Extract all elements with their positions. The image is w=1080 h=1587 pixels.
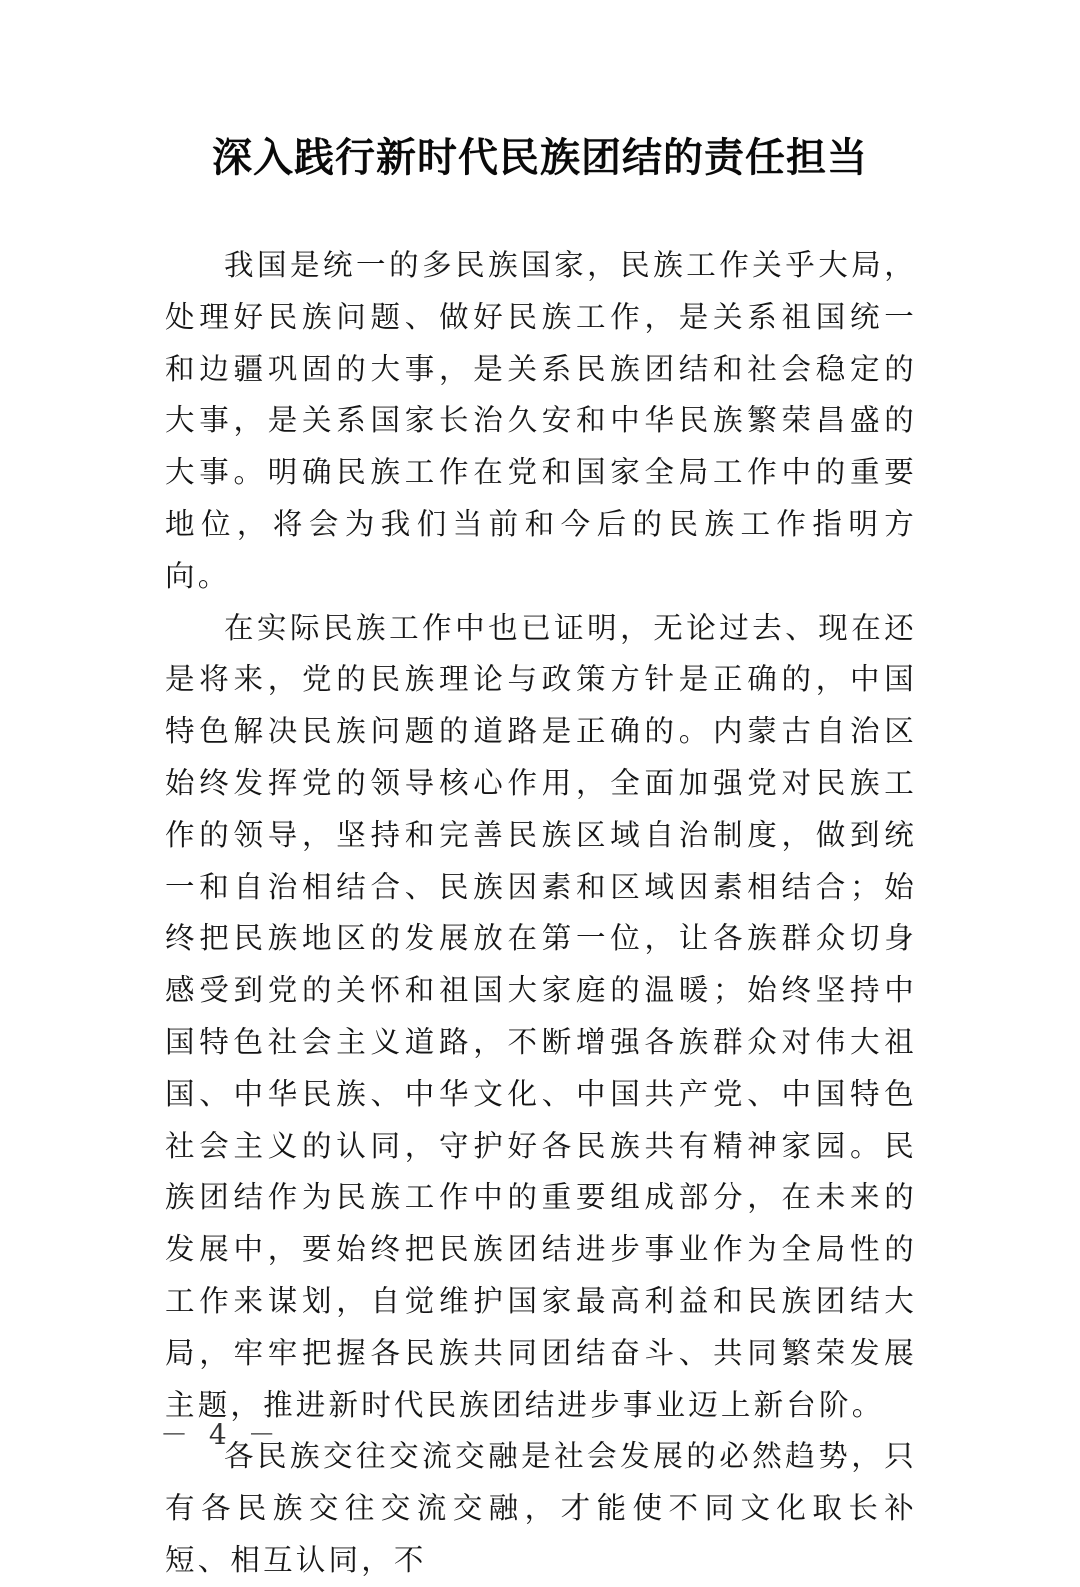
paragraph-1: 我国是统一的多民族国家，民族工作关乎大局，处理好民族问题、做好民族工作，是关系祖国统一和边疆巩固的大事，是关系民族团结和社会稳定的大事，是关系国家长治久安和中华民族繁荣昌盛的大事。明确民族工作在党和国家全局工作中的重要地位，将会为我们当前和今后的民族工作指明方向。 [165,248,917,593]
paragraph-2: 在实际民族工作中也已证明，无论过去、现在还是将来，党的民族理论与政策方针是正确的，中国特色解决民族问题的道路是正确的。内蒙古自治区始终发挥党的领导核心作用，全面加强党对民族工作的领导，坚持和完善民族区域自治制度，做到统一和自治相结合、民族因素和区域因素相结合；始终把民族地区的发展放在第一位，让各族群众切身感受到党的关怀和祖国大家庭的温暖；始终坚持中国特色社会主义道路，不断增强各族群众对伟大祖国、中华民族、中华文化、中国共产党、中国特色社会主义的认同，守护好各民族共有精神家园。民族团结作为民族工作中的重要组成部分，在未来的发展中，要始终把民族团结进步事业作为全局性的工作来谋划，自觉维护国家最高利益和民族团结大局，牢牢把握各民族共同团结奋斗、共同繁荣发展主题，推进新时代民族团结进步事业迈上新台阶。 [165,610,917,1422]
page-number: － 4 － [160,1418,282,1451]
document-body [165,240,917,1587]
paragraph-3: 各民族交往交流交融是社会发展的必然趋势，只有各民族交往交流交融，才能使不同文化取长补短、相互认同，不 [165,1439,917,1577]
document-title: 深入践行新时代民族团结的责任担当 [212,134,868,181]
